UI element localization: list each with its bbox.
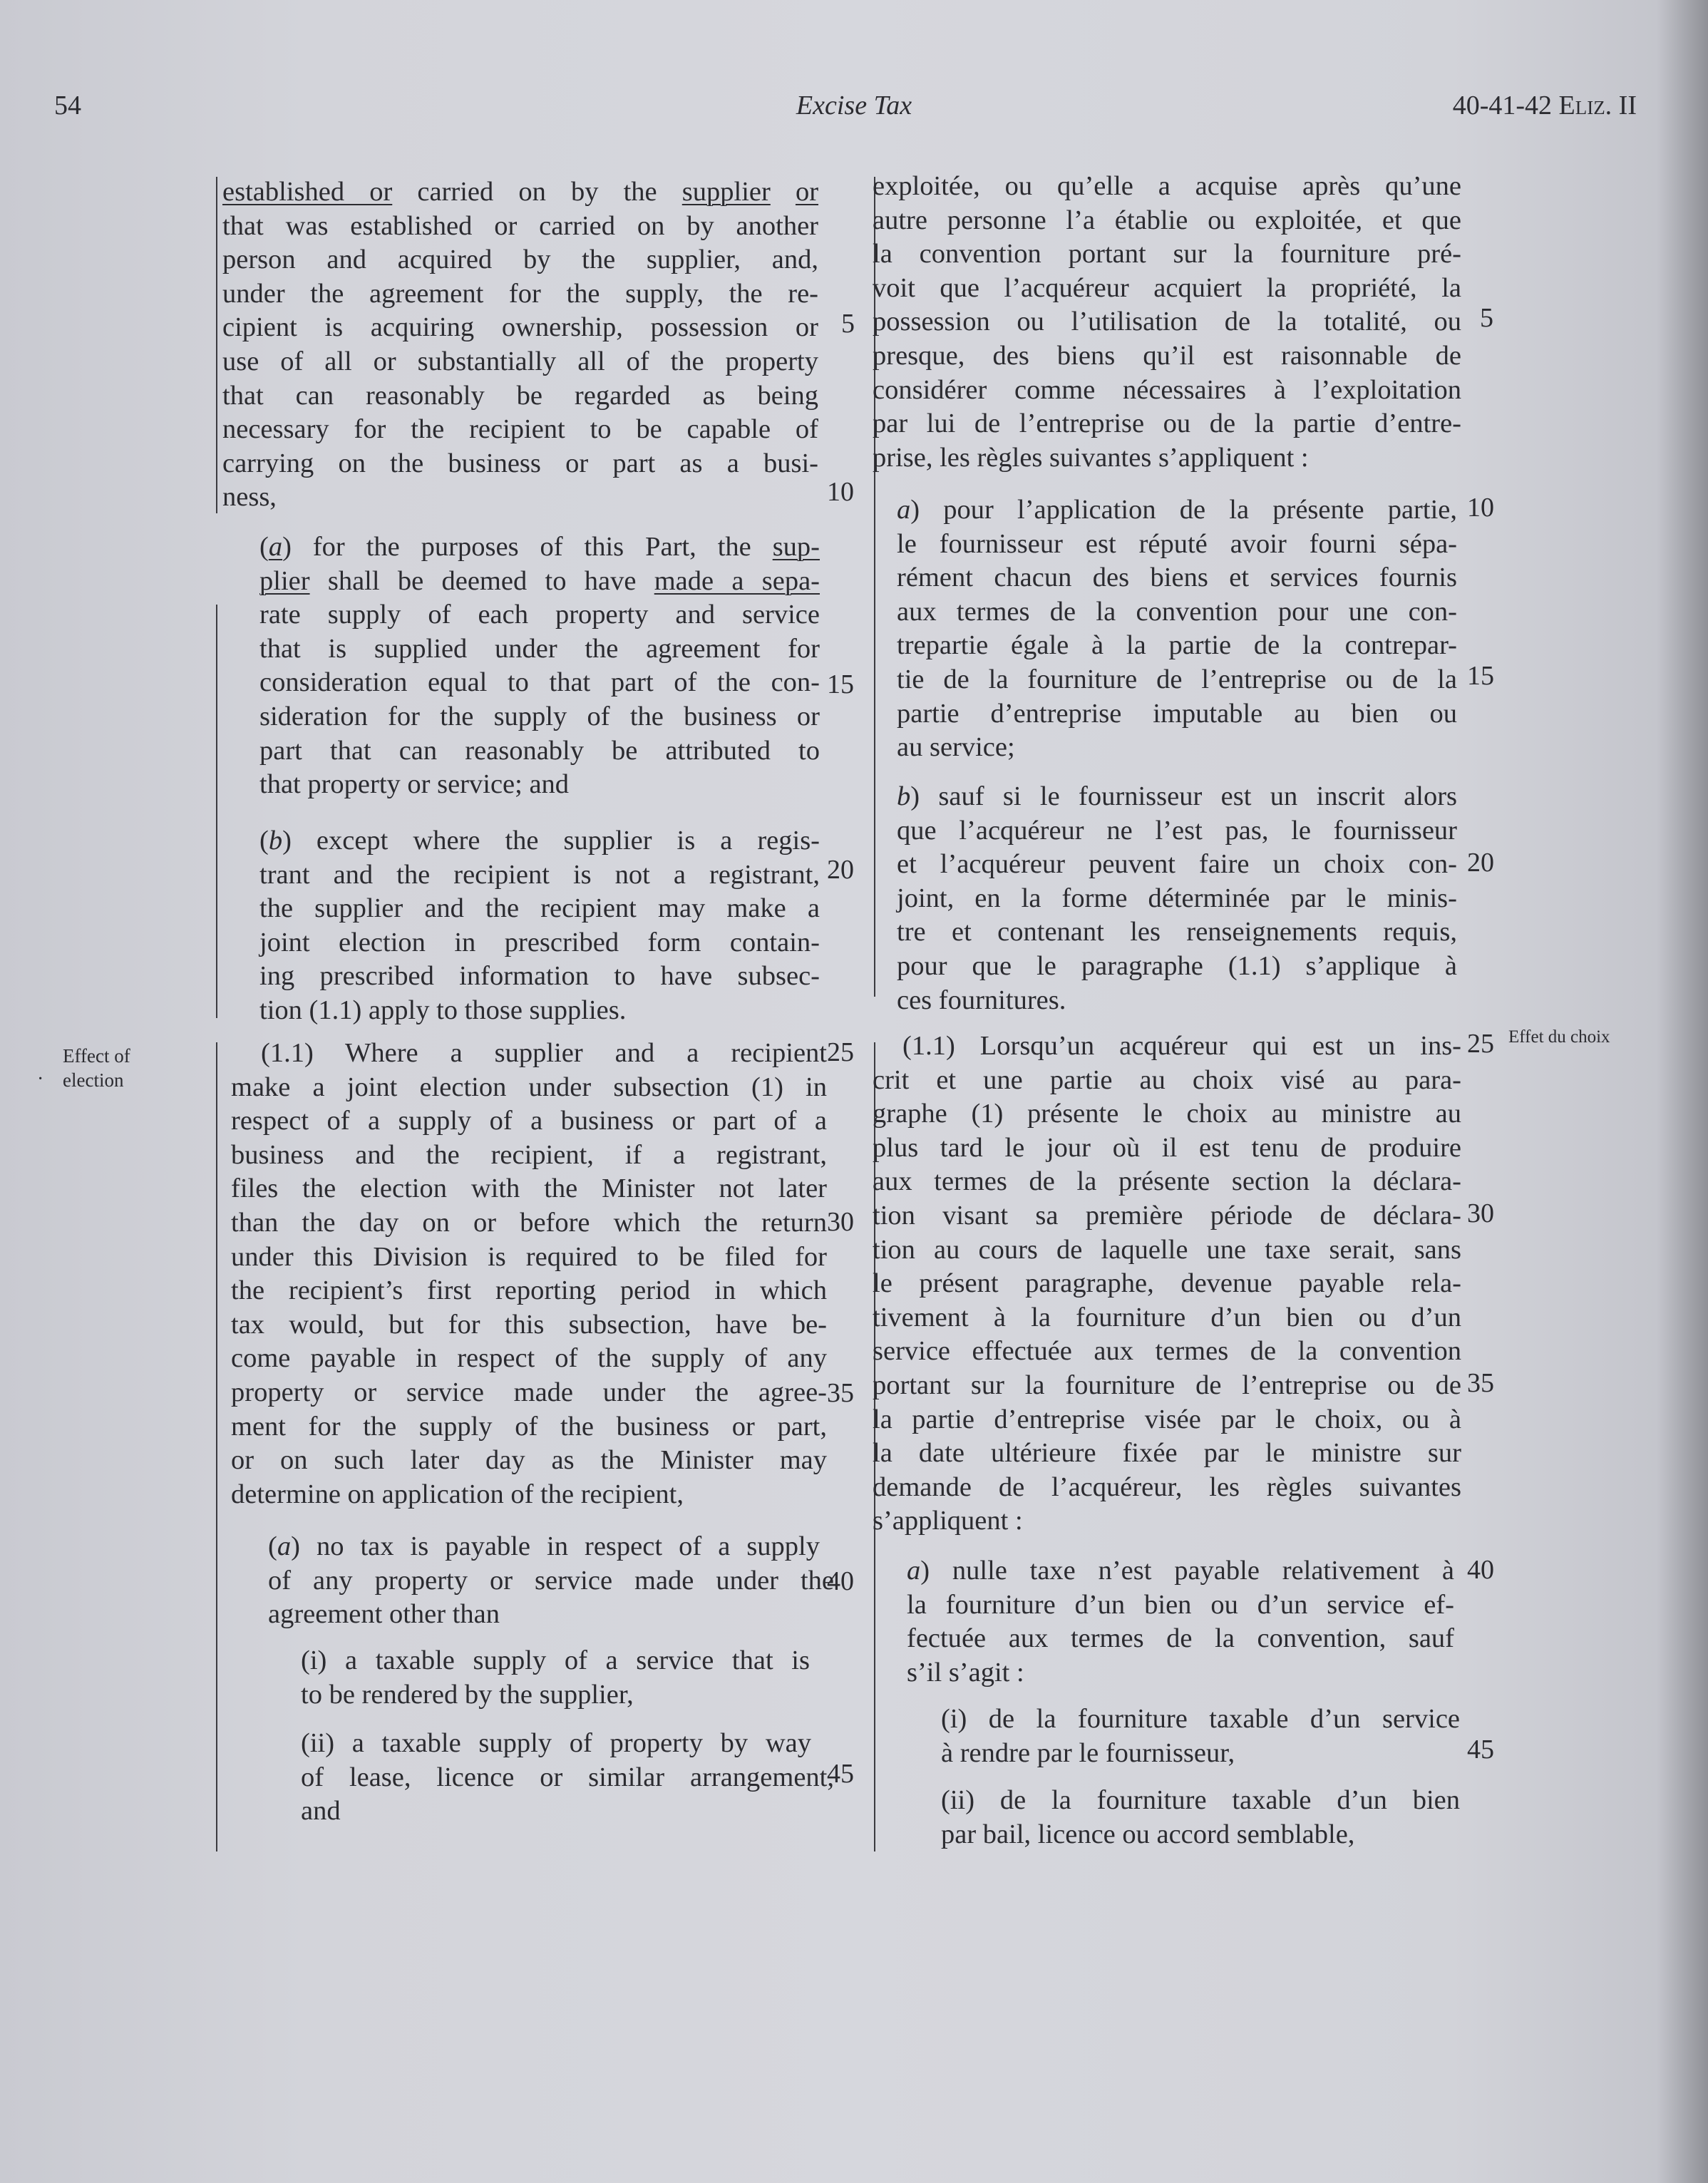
line-number-fr: 30 [1467, 1198, 1494, 1228]
text-line: par lui de l’entreprise ou de la partie d’entre- [873, 409, 1461, 439]
text-line: tion visant sa première période de déclara- [873, 1200, 1461, 1231]
line-number-en: 45 [827, 1759, 854, 1789]
text-line: ces fournitures. [897, 985, 1066, 1015]
line-number-en: 5 [841, 309, 855, 339]
text-line: (1.1) Where a supplier and a recipient [261, 1038, 827, 1068]
text-line: and [301, 1796, 341, 1827]
text-line: agreement other than [268, 1599, 500, 1630]
text-line: (ii) de la fourniture taxable d’un bien [941, 1785, 1460, 1815]
text-line: graphe (1) présente le choix au ministre au [873, 1099, 1461, 1129]
french-paragraph-a [897, 493, 1457, 765]
text-line: (a) no tax is payable in respect of a supply [268, 1531, 820, 1561]
page-number: 54 [54, 91, 81, 120]
text-line: plus tard le jour où il est tenu de produire [873, 1132, 1461, 1163]
text-line: tax would, but for this subsection, have be- [231, 1309, 827, 1340]
text-line: exploitée, ou qu’elle a acquise après qu’une [873, 171, 1461, 201]
english-paragraph-b [259, 824, 820, 1028]
text-line: prise, les règles suivantes s’appliquent : [873, 442, 1309, 473]
text-line: le fournisseur est réputé avoir fourni sépa- [897, 528, 1457, 559]
line-number-en: 20 [827, 855, 854, 885]
text-line: pour que le paragraphe (1.1) s’applique à [897, 950, 1457, 981]
text-line: rate supply of each property and service [259, 600, 820, 630]
text-line: the supplier and the recipient may make a [259, 893, 820, 924]
text-line: tion au cours de laquelle une taxe serait, sans [873, 1234, 1461, 1265]
text-line: of lease, licence or similar arrangement, [301, 1762, 834, 1792]
text-line: presque, des biens qu’il est raisonnable de [873, 340, 1461, 371]
text-line: under the agreement for the supply, the re- [222, 278, 818, 309]
text-line: the recipient’s first reporting period in which [231, 1275, 827, 1306]
text-line: la convention portant sur la fourniture pré- [873, 239, 1461, 269]
text-line: s’appliquent : [873, 1506, 1023, 1536]
english-intro [222, 175, 818, 515]
text-line: carrying on the business or part as a busi- [222, 448, 818, 478]
text-line: (a) for the purposes of this Part, the sup- [259, 532, 820, 562]
text-line: la fourniture d’un bien ou d’un service ef- [907, 1589, 1454, 1620]
text-line: that can reasonably be regarded as being [222, 380, 818, 411]
text-line: crit et une partie au choix visé au para- [873, 1064, 1461, 1095]
text-line: fectuée aux termes de la convention, sauf [907, 1623, 1454, 1654]
text-line: person and acquired by the supplier, and, [222, 245, 818, 275]
text-line: to be rendered by the supplier, [301, 1679, 634, 1710]
text-line: aux termes de la convention pour une con- [897, 596, 1457, 627]
margin-note-en-line: Effect of [63, 1045, 130, 1067]
text-line: come payable in respect of the supply of any [231, 1343, 827, 1374]
line-number-fr: 20 [1467, 848, 1494, 878]
text-line: aux termes de la présente section la déclara- [873, 1166, 1461, 1197]
text-line: sideration for the supply of the business or [259, 701, 820, 731]
statute-reference-text: 40-41-42 Eliz. II [1452, 91, 1637, 120]
french-intro [873, 170, 1461, 475]
text-line: use of all or substantially all of the property [222, 346, 818, 376]
text-line: demande de l’acquéreur, les règles suivantes [873, 1471, 1461, 1502]
text-line: considérer comme nécessaires à l’exploitation [873, 374, 1461, 405]
text-line: le présent paragraphe, devenue payable rela- [873, 1268, 1461, 1299]
line-number-en: 40 [827, 1566, 854, 1596]
text-line: (1.1) Lorsqu’un acquéreur qui est un ins- [902, 1031, 1461, 1061]
english-subsection-a [268, 1530, 834, 1632]
text-line: au service; [897, 732, 1015, 763]
text-line: joint, en la forme déterminée par le minis- [897, 883, 1457, 913]
text-line: la date ultérieure fixée par le ministre sur [873, 1438, 1461, 1469]
revision-bar [216, 177, 217, 513]
text-line: tivement à la fourniture d’un bien ou d’un [873, 1302, 1461, 1332]
text-line: tion (1.1) apply to those supplies. [259, 995, 627, 1025]
french-subparagraph-i [941, 1702, 1466, 1770]
text-line: consideration equal to that part of the con- [259, 667, 820, 698]
revision-bar [216, 1042, 217, 1851]
text-line: tre et contenant les renseignements requis, [897, 917, 1457, 947]
text-line: necessary for the recipient to be capable of [222, 414, 818, 445]
line-number-fr: 25 [1467, 1029, 1494, 1059]
text-line: autre personne l’a établie ou exploitée, et que [873, 205, 1461, 235]
line-number-fr: 40 [1467, 1555, 1494, 1585]
text-line: (ii) a taxable supply of property by way [301, 1728, 811, 1758]
text-line: s’il s’agit : [907, 1657, 1024, 1688]
text-line: trant and the recipient is not a registrant, [259, 859, 820, 890]
text-line: plier shall be deemed to have made a sepa- [259, 565, 820, 596]
text-line: that was established or carried on by another [222, 210, 818, 241]
text-line: property or service made under the agree- [231, 1377, 827, 1407]
text-line: ment for the supply of the business or part, [231, 1411, 827, 1442]
statute-reference [1453, 88, 1637, 123]
line-number-en: 35 [827, 1378, 854, 1408]
line-number-fr: 35 [1467, 1368, 1494, 1398]
revision-bar [216, 605, 217, 1018]
text-line: portant sur la fourniture de l’entreprise ou de [873, 1370, 1461, 1400]
line-number-fr: 15 [1467, 661, 1494, 691]
text-line: et l’acquéreur peuvent faire un choix con- [897, 849, 1457, 880]
text-line: make a joint election under subsection (1) in [231, 1072, 827, 1102]
text-line: part that can reasonably be attributed to [259, 735, 820, 766]
text-line: (i) a taxable supply of a service that is [301, 1645, 810, 1675]
english-paragraph-a [259, 530, 820, 802]
line-number-en: 30 [827, 1207, 854, 1237]
margin-note-fr: Effet du choix [1508, 1027, 1610, 1047]
text-line: partie d’entreprise imputable au bien ou [897, 698, 1457, 729]
text-line: a) pour l’application de la présente partie, [897, 495, 1457, 525]
text-line: that is supplied under the agreement for [259, 633, 820, 664]
text-line: par bail, licence ou accord semblable, [941, 1819, 1355, 1849]
text-line: established or carried on by the supplier or [222, 177, 819, 207]
text-line: rément chacun des biens et services fournis [897, 563, 1457, 593]
text-line: files the election with the Minister not later [231, 1173, 827, 1204]
text-line: b) sauf si le fournisseur est un inscrit alors [897, 781, 1457, 811]
text-line: à rendre par le fournisseur, [941, 1737, 1235, 1768]
french-subparagraph-ii [941, 1784, 1466, 1851]
page-title: Excise Tax [796, 91, 912, 120]
text-line: trepartie égale à la partie de la contrepar- [897, 630, 1457, 661]
text-line: ness, [222, 482, 277, 513]
line-number-fr: 45 [1467, 1735, 1494, 1765]
text-line: voit que l’acquéreur acquiert la propriété, la [873, 272, 1461, 303]
text-line: service effectuée aux termes de la convention [873, 1336, 1461, 1367]
text-line: (b) except where the supplier is a regis- [259, 826, 820, 856]
text-line: cipient is acquiring ownership, possession or [222, 312, 818, 343]
text-line: respect of a supply of a business or part of a [231, 1106, 827, 1136]
text-line: (i) de la fourniture taxable d’un service [941, 1704, 1460, 1734]
text-line: tie de la fourniture de l’entreprise ou de la [897, 664, 1457, 694]
margin-note-en-line: election [63, 1069, 124, 1091]
text-line: that property or service; and [259, 769, 570, 800]
text-line: determine on application of the recipient, [231, 1479, 684, 1509]
line-number-fr: 5 [1480, 303, 1493, 333]
line-number-en: 15 [827, 669, 854, 699]
english-subparagraph-ii [301, 1727, 834, 1829]
text-line: than the day on or before which the return [231, 1207, 827, 1238]
text-line: que l’acquéreur ne l’est pas, le fournisseur [897, 815, 1457, 846]
french-paragraph-b [897, 780, 1457, 1017]
margin-dot: · [37, 1068, 44, 1090]
french-subsection-1-1 [873, 1029, 1461, 1539]
text-line: business and the recipient, if a registrant, [231, 1139, 827, 1170]
text-line: of any property or service made under the [268, 1565, 834, 1596]
line-number-en: 10 [827, 477, 854, 507]
english-subsection-1-1 [231, 1037, 827, 1511]
line-number-en: 25 [827, 1037, 854, 1067]
french-subsection-a [907, 1554, 1467, 1690]
line-number-fr: 10 [1467, 493, 1494, 523]
text-line: or on such later day as the Minister may [231, 1445, 827, 1476]
text-line: under this Division is required to be filed for [231, 1241, 827, 1272]
english-subparagraph-i [301, 1644, 833, 1712]
text-line: a) nulle taxe n’est payable relativement à [907, 1556, 1454, 1586]
text-line: ing prescribed information to have subsec- [259, 961, 820, 992]
margin-note-en [63, 1044, 130, 1092]
text-line: la partie d’entreprise visée par le choix, ou à [873, 1404, 1461, 1434]
text-line: possession ou l’utilisation de la totalité, ou [873, 307, 1461, 337]
text-line: joint election in prescribed form contain- [259, 927, 820, 957]
